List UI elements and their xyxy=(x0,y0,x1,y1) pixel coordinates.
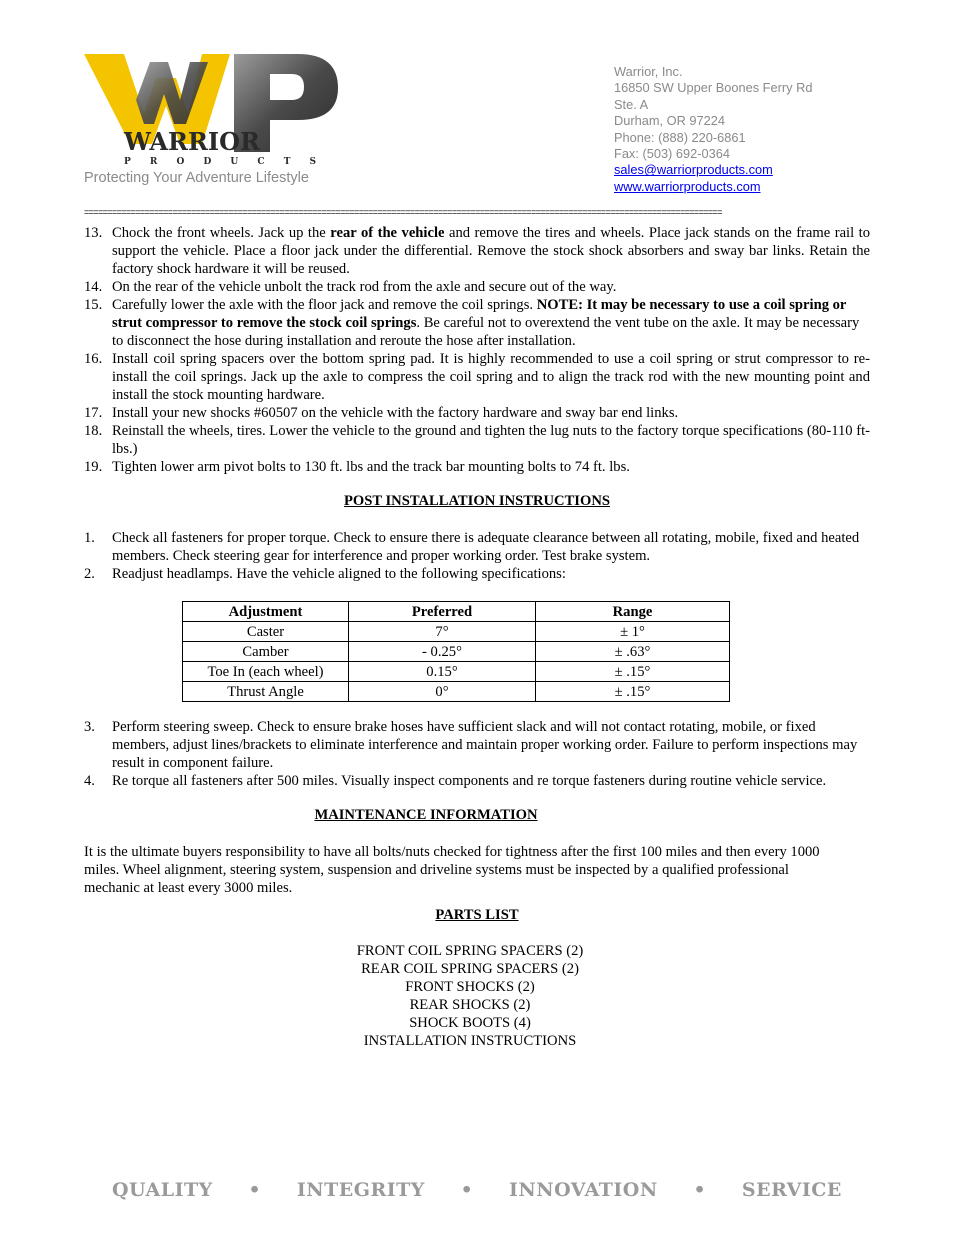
list-item xyxy=(84,529,870,565)
table-row xyxy=(183,642,730,662)
item-text: Re torque all fasteners after 500 miles. Visually inspect components and re torque fasteners during routine vehicle service. xyxy=(112,773,827,789)
column-header: Range xyxy=(536,602,730,622)
table-header-row xyxy=(183,602,730,622)
table-cell: ± .15° xyxy=(536,682,730,702)
list-item xyxy=(84,224,870,278)
table-cell: ± .15° xyxy=(536,662,730,682)
step-number: 14. xyxy=(84,279,103,295)
step-text: Install coil spring spacers over the bottom spring pad. It is highly recommended to use a coil spring or strut compressor to re-install the coil springs. Jack up the axle to compress the coil spring and to align the track rod with the new mounting point and install the stock mounting hardware. xyxy=(112,351,870,403)
step-number: 15. xyxy=(84,297,103,313)
tagline: Protecting Your Adventure Lifestyle xyxy=(84,170,309,186)
address-line: Ste. A xyxy=(614,96,649,112)
item-text: Readjust headlamps. Have the vehicle aligned to the following specifications: xyxy=(112,566,566,582)
item-number: 3. xyxy=(84,719,95,735)
list-item xyxy=(84,718,870,772)
table-cell: 0° xyxy=(349,682,536,702)
parts-heading: PARTS LIST xyxy=(435,907,519,923)
maintenance-text: It is the ultimate buyers responsibility to have all bolts/nuts checked for tightness after the first 100 miles and then every 1000 miles. Wheel alignment, steering system, suspension and driveline systems must be inspected by a qualified professional mechanic at least every 3000 miles. xyxy=(84,844,820,896)
bullet-icon: • xyxy=(248,1179,262,1201)
list-item xyxy=(84,404,870,422)
address-block xyxy=(614,64,812,195)
table-cell: - 0.25° xyxy=(349,642,536,662)
table-cell: ± 1° xyxy=(536,622,730,642)
email-link[interactable]: sales@warriorproducts.com xyxy=(614,162,773,178)
address-line: 16850 SW Upper Boones Ferry Rd xyxy=(614,80,813,96)
parts-item: FRONT COIL SPRING SPACERS (2) xyxy=(356,943,584,959)
parts-item: REAR COIL SPRING SPACERS (2) xyxy=(361,961,579,977)
maintenance-heading: MAINTENANCE INFORMATION xyxy=(314,807,538,823)
footer-values xyxy=(112,1176,842,1204)
parts-list xyxy=(300,942,640,1050)
footer-word-quality: QUALITY xyxy=(112,1179,213,1201)
table-cell: 7° xyxy=(349,622,536,642)
logo-sub: P R O D U C T S xyxy=(124,157,325,167)
step-text: Carefully lower the axle with the floor jack and remove the coil springs. xyxy=(112,297,537,313)
fax-line: Fax: (503) 692-0364 xyxy=(614,146,730,162)
table-cell: Caster xyxy=(183,622,349,642)
step-text: Tighten lower arm pivot bolts to 130 ft. lbs and the track bar mounting bolts to 74 ft. lbs. xyxy=(112,459,630,475)
parts-item: INSTALLATION INSTRUCTIONS xyxy=(363,1033,577,1049)
step-text: and remove the tires and wheels. Place jack stands on the frame rail to support the vehicle. Place a floor jack under the differential. Remove the stock shock absorbers and sway bar links. Retain the factory shock hardware it will be reused. xyxy=(112,225,870,277)
item-text: Check all fasteners for proper torque. Check to ensure there is adequate clearance between all rotating, mobile, fixed and heated members. Check steering gear for interference and proper working order. Test brake system. xyxy=(112,530,860,564)
parts-item: REAR SHOCKS (2) xyxy=(409,997,531,1013)
bullet-icon: • xyxy=(460,1179,474,1201)
column-header: Adjustment xyxy=(183,602,349,622)
step-text: . Be careful not to overextend the vent tube on the axle. It may be necessary to disconnect the hose during installation and reroute the hose after installation. xyxy=(112,315,860,349)
column-header: Preferred xyxy=(349,602,536,622)
step-text: Chock the front wheels. Jack up the xyxy=(112,225,331,241)
list-item xyxy=(84,278,870,296)
list-item xyxy=(84,422,870,458)
post-install-list xyxy=(84,529,870,583)
item-number: 4. xyxy=(84,773,95,789)
step-text: On the rear of the vehicle unbolt the track rod from the axle and secure out of the way. xyxy=(112,279,617,295)
table-row xyxy=(183,662,730,682)
table-row xyxy=(183,682,730,702)
alignment-spec-table xyxy=(182,601,730,702)
website-link[interactable]: www.warriorproducts.com xyxy=(614,178,761,194)
step-number: 17. xyxy=(84,405,103,421)
table-cell: Camber xyxy=(183,642,349,662)
list-item xyxy=(84,458,870,476)
step-number: 19. xyxy=(84,459,103,475)
address-line: Durham, OR 97224 xyxy=(614,113,725,129)
list-item xyxy=(84,565,870,583)
list-item xyxy=(84,772,870,790)
logo-word: WARRIOR xyxy=(124,127,261,156)
item-number: 2. xyxy=(84,566,95,582)
post-install-list-2 xyxy=(84,718,870,790)
list-item xyxy=(84,296,870,350)
list-item xyxy=(84,350,870,404)
item-text: Perform steering sweep. Check to ensure brake hoses have sufficient slack and will not contact rotating, mobile, or fixed members, adjust lines/brackets to eliminate interference and maintain proper working order. Failure to perform inspections may result in component failure. xyxy=(112,719,858,771)
step-bold: NOTE: It may be necessary to use a coil spring or strut compressor to remove the stock coil springs xyxy=(112,297,847,331)
step-number: 16. xyxy=(84,351,103,367)
phone-line: Phone: (888) 220-6861 xyxy=(614,129,746,145)
table-row xyxy=(183,622,730,642)
item-number: 1. xyxy=(84,530,95,546)
step-bold: rear of the vehicle xyxy=(330,225,445,241)
bullet-icon: • xyxy=(693,1179,707,1201)
table-cell: Toe In (each wheel) xyxy=(183,662,349,682)
separator-rule: ========================================================================================================================================= xyxy=(84,207,722,217)
address-line: Warrior, Inc. xyxy=(614,64,683,79)
footer-word-innovation: INNOVATION xyxy=(508,1179,658,1201)
footer-word-integrity: INTEGRITY xyxy=(296,1179,425,1201)
table-cell: ± .63° xyxy=(536,642,730,662)
post-install-heading: POST INSTALLATION INSTRUCTIONS xyxy=(343,493,610,509)
step-text: Install your new shocks #60507 on the vehicle with the factory hardware and sway bar end links. xyxy=(112,405,679,421)
parts-item: FRONT SHOCKS (2) xyxy=(405,979,535,995)
footer-word-service: SERVICE xyxy=(741,1179,842,1201)
step-number: 13. xyxy=(84,225,103,241)
table-cell: 0.15° xyxy=(349,662,536,682)
table-cell: Thrust Angle xyxy=(183,682,349,702)
parts-item: SHOCK BOOTS (4) xyxy=(409,1015,531,1031)
install-steps xyxy=(84,224,870,476)
warrior-products-logo xyxy=(84,52,340,170)
step-number: 18. xyxy=(84,423,103,439)
step-text: Reinstall the wheels, tires. Lower the vehicle to the ground and tighten the lug nuts to the factory torque specifications (80-110 ft-lbs.) xyxy=(112,423,870,457)
